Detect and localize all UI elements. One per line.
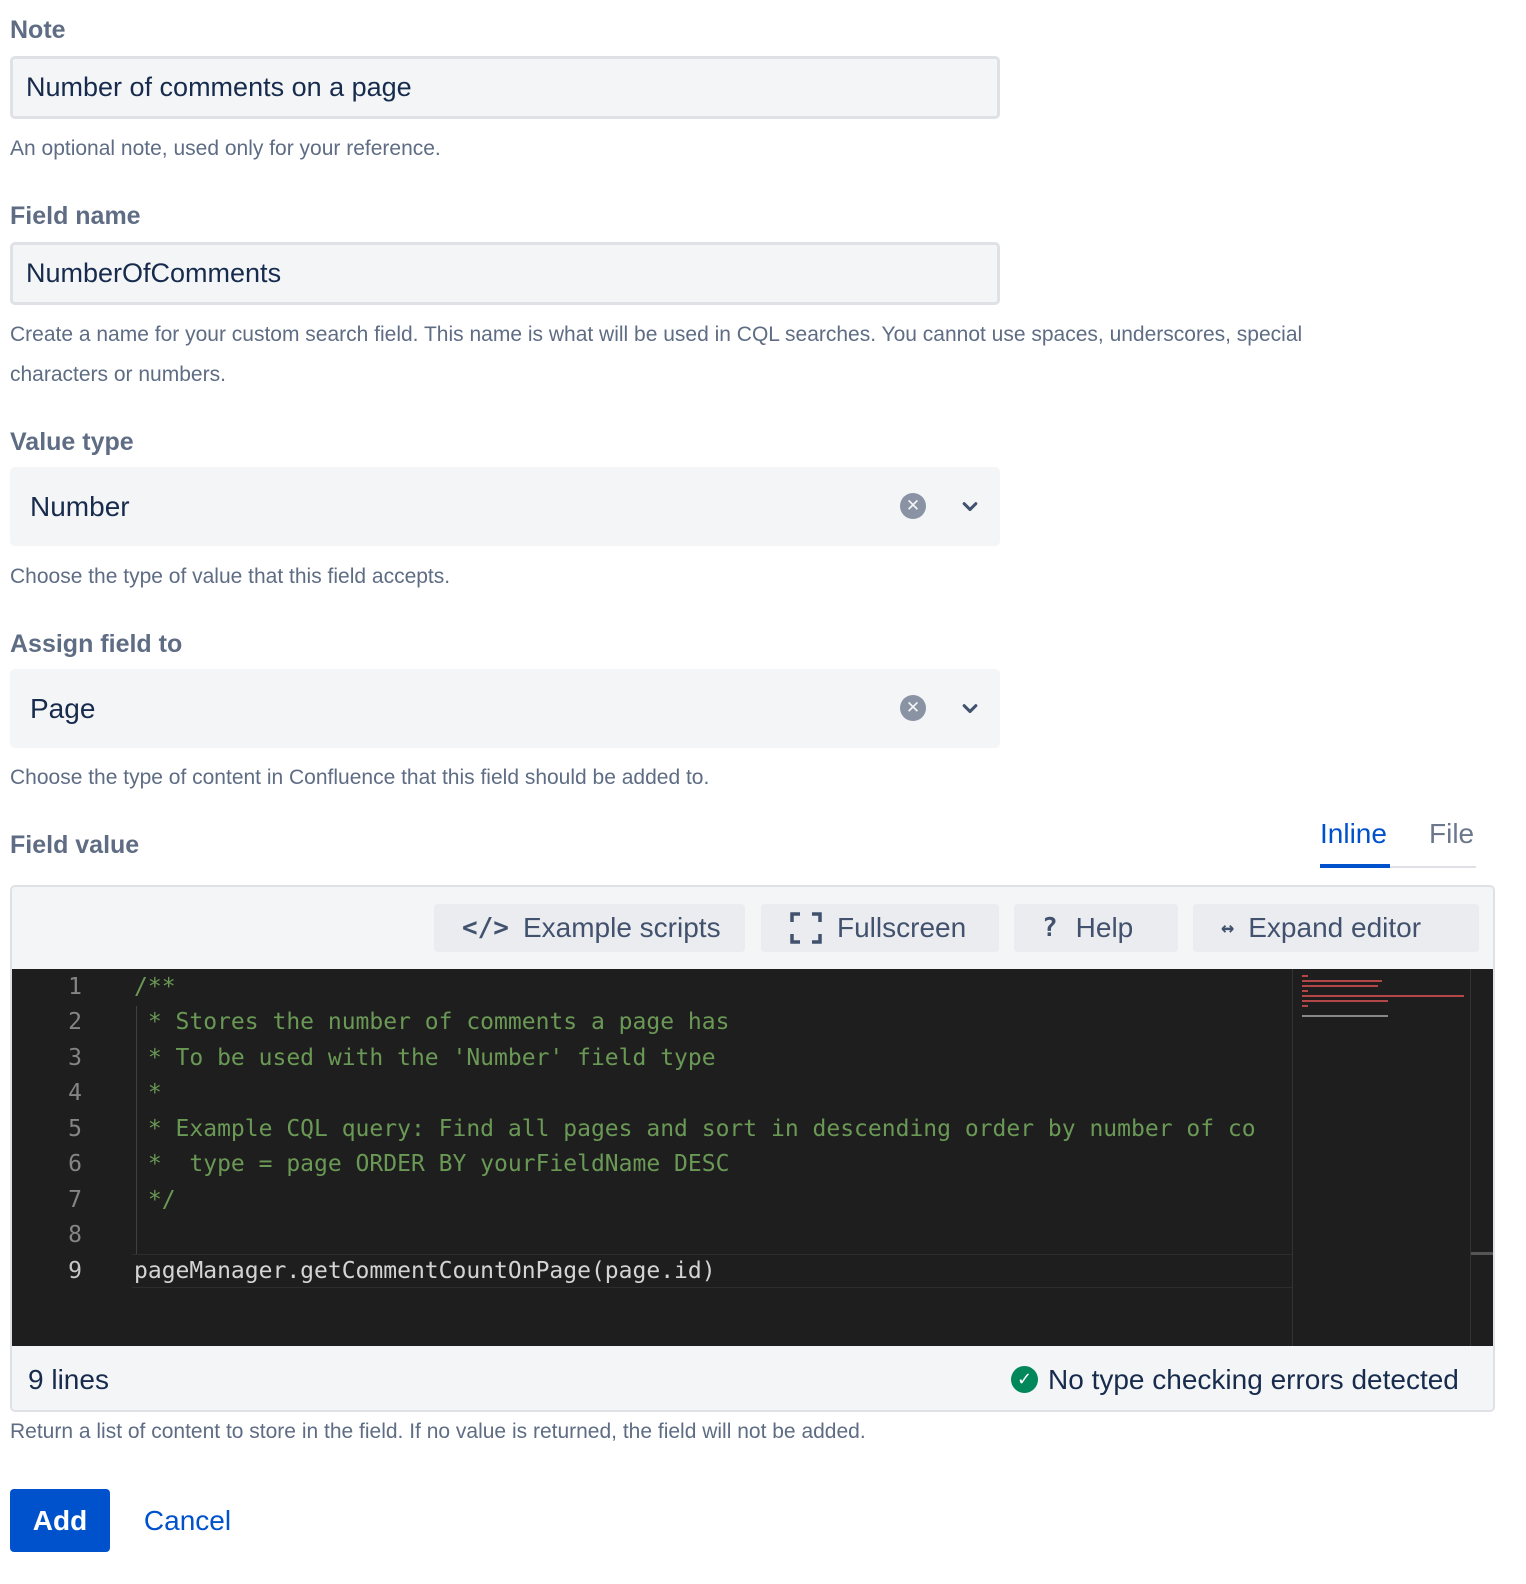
note-input[interactable] [10,56,1000,119]
code-line: pageManager.getCommentCountOnPage(page.id) [134,1258,716,1284]
assign-field-selected: Page [30,693,96,724]
example-scripts-label: Example scripts [522,912,721,943]
line-number: 6 [68,1151,82,1177]
assign-field-help-text: Choose the type of content in Confluence that this field should be added to. [10,766,710,789]
line-number: 5 [68,1116,82,1142]
minimap-line [1302,1005,1308,1007]
line-number: 3 [68,1045,82,1071]
line-number: 9 [68,1258,82,1284]
minimap-line [1302,995,1464,997]
line-number: 1 [68,974,82,1000]
fullscreen-label: Fullscreen [837,912,967,943]
minimap-line [1302,980,1382,982]
expand-editor-label: Expand editor [1248,912,1422,943]
clear-icon[interactable]: ✕ [900,695,926,721]
vertical-scrollbar[interactable] [1470,969,1495,1346]
code-line: * Example CQL query: Find all pages and sort in descending order by number of co [134,1116,1256,1142]
chevron-down-icon[interactable] [956,694,984,722]
expand-editor-button[interactable] [1193,904,1479,952]
line-count: 9 lines [28,1364,109,1395]
expand-arrows-icon: ↔ [1221,915,1235,941]
field-name-input[interactable] [10,242,1000,305]
example-scripts-button[interactable] [434,904,745,952]
code-editor [10,885,1495,1412]
code-line: * Stores the number of comments a page has [134,1009,730,1035]
tab-inline[interactable]: Inline [1320,818,1387,849]
value-type-label: Value type [10,428,134,456]
note-label: Note [10,16,66,44]
field-name-help-text-cont: characters or numbers. [10,363,226,386]
help-label: Help [1075,912,1134,943]
minimap-line [1302,990,1308,992]
code-line: /** [134,974,176,1000]
minimap-line [1302,1000,1388,1002]
type-check-status: No type checking errors detected [1048,1364,1459,1395]
note-help-text: An optional note, used only for your reference. [10,137,441,160]
chevron-down-icon[interactable] [956,492,984,520]
clear-icon[interactable]: ✕ [900,493,926,519]
tab-active-indicator [1320,864,1390,868]
value-type-help-text: Choose the type of value that this field accepts. [10,565,451,588]
assign-field-select[interactable] [10,669,1000,748]
minimap-line [1302,975,1308,977]
code-line: * To be used with the 'Number' field type [134,1045,716,1071]
value-type-select[interactable] [10,467,1000,546]
minimap-line [1302,985,1378,987]
line-number: 8 [68,1222,82,1248]
line-number-gutter [12,969,122,1346]
line-number: 2 [68,1009,82,1035]
code-area[interactable] [12,969,1495,1346]
field-value-label: Field value [10,831,140,859]
minimap-line [1302,1015,1388,1017]
fullscreen-icon [789,911,823,945]
editor-status-bar [12,1346,1495,1412]
code-line: * type = page ORDER BY yourFieldName DESC [134,1151,730,1177]
assign-field-label: Assign field to [10,630,183,658]
code-line: */ [134,1187,176,1213]
field-name-label: Field name [10,202,141,230]
code-line: * [134,1080,162,1106]
field-value-help-text: Return a list of content to store in the field. If no value is returned, the field will not be added. [10,1420,866,1443]
add-button[interactable]: Add [10,1489,110,1552]
question-icon: ? [1042,913,1058,943]
cancel-button[interactable]: Cancel [130,1489,245,1552]
code-minimap[interactable] [1292,969,1470,1346]
scrollbar-thumb[interactable] [1471,1252,1495,1255]
value-type-selected: Number [30,491,130,522]
check-circle-icon: ✓ [1011,1366,1038,1393]
tab-file[interactable]: File [1429,818,1475,849]
code-icon: </> [462,913,509,943]
line-number: 4 [68,1080,82,1106]
fullscreen-button[interactable] [761,904,999,952]
line-number: 7 [68,1187,82,1213]
help-button[interactable] [1014,904,1178,952]
field-name-help-text: Create a name for your custom search field. This name is what will be used in CQL searches. You cannot use spaces, underscores, special [10,323,1303,346]
